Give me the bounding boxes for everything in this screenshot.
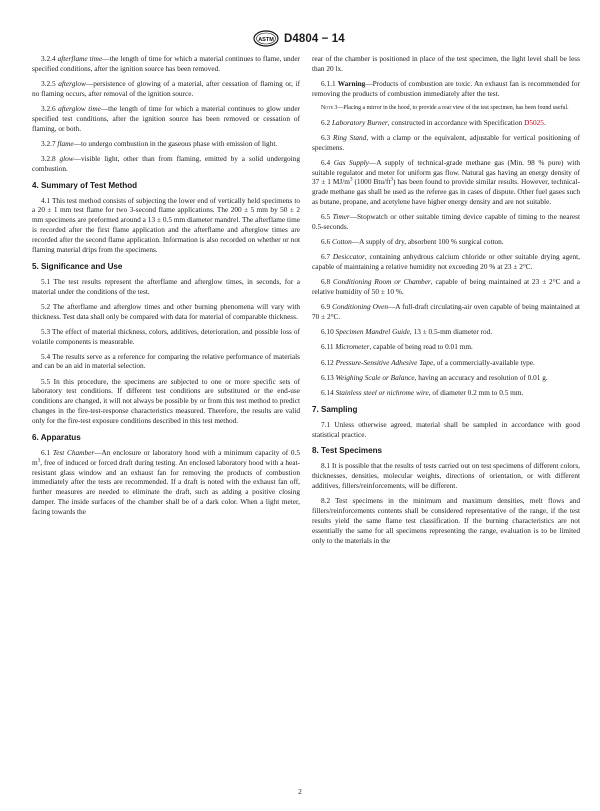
paragraph-6-1-1: 6.1.1 Warning—Products of combustion are toxic. An exhaust fan is recommended for removing the products of combustion immediately after the test. [312,78,580,98]
section-heading-6: 6. Apparatus [32,432,81,442]
section-heading-8: 8. Test Specimens [312,446,383,456]
paragraph-3-2-6: 3.2.6 afterglow time—the length of time for which a material continues to glow under specified test conditions, after the ignition source has been removed or cessation of flaming, or both. [32,103,300,133]
paragraph-5-4: 5.4 The results serve as a reference for comparing the relative performance of materials and can be an aid in material selection. [32,351,300,371]
paragraph-3-2-8: 3.2.8 glow—visible light, other than from flaming, emitted by a solid undergoing combustion. [32,153,300,173]
paragraph-8-2: 8.2 Test specimens in the minimum and maximum densities, melt flows and fillers/reinforcements contents shall be considered representative of the range, if the test results yield the same flame test classification. If the burning characteristics are not essentially the same for all specimens representing the range, evaluation is to be limited only to the materials in the [312,496,580,545]
paragraph-5-3: 5.3 The effect of material thickness, colors, additives, deterioration, and possible loss of volatile components is measurable. [32,326,300,346]
note-3: Note 3—Placing a mirror in the hood, to provide a rear view of the test specimen, has been found useful. [321,104,569,111]
paragraph-6-14: 6.14 Stainless steel or nichrome wire, of diameter 0.2 mm to 0.5 mm. [321,387,524,397]
paragraph-6-13: 6.13 Weighing Scale or Balance, having an accuracy and resolution of 0.01 g. [321,372,548,382]
section-heading-5: 5. Significance and Use [32,261,123,271]
paragraph-6-4: 6.4 Gas Supply—A supply of technical-grade methane gas (Min. 98 % pure) with suitable regulator and meter for uniform gas flow. Natural gas having an energy density of 37 ± 1 $MJ/m^3$ (1000 Btu/$ft^3$) has been found to provide similar results. However, technical-grade methane gas shall be used as the referee gas in cases of dispute. Other fuel gases such as butane, propane, and acetylene have higher energy density and are not suitable. [312,157,580,207]
astm-logo-icon [253,30,279,47]
paragraph-4-1: 4.1 This test method consists of subjecting the lower end of vertically held specimens to a 20 ± 1 mm test flame for two 3-second flame applications. The 200 ± 5 mm by 50 ± 2 mm specimens are preformed around a 13 ± 0.5 mm diameter mandrel. The afterflame time is recorded after the first flame application and the afterflame and afterglow times are recorded after the second flame application. Information is also recorded on whether or not flaming material drips from the specimens. [32,195,300,254]
paragraph-6-1-continued: rear of the chamber is positioned in place of the test specimen, the light level shall be less than 20 lx. [312,54,580,73]
svg-text:ASTM: ASTM [258,36,274,43]
paragraph-6-5: 6.5 Timer—Stopwatch or other suitable timing device capable of timing to the nearest 0.5-seconds. [312,212,581,232]
document-designation: D4804 − 14 [284,32,345,45]
paragraph-6-10: 6.10 Specimen Mandrel Guide, 13 ± 0.5-mm diameter rod. [321,327,493,337]
section-heading-4: 4. Summary of Test Method [32,180,138,190]
right-column [312,54,580,551]
page-header [253,30,345,47]
paragraph-6-8: 6.8 Conditioning Room or Chamber, capable of being maintained at 23 ± 2°C and a relative humidity of 50 ± 10 %. [312,277,580,297]
paragraph-6-2: 6.2 Laboratory Burner, constructed in accordance with Specification D5025. [321,117,546,127]
section-heading-7: 7. Sampling [312,404,358,414]
paragraph-3-2-7: 3.2.7 flame—to undergo combustion in the gaseous phase with emission of light. [41,138,278,148]
paragraph-6-1: 6.1 Test Chamber—An enclosure or laboratory hood with a minimum capacity of 0.5 $m^3$, free of induced or forced draft during testing. An enclosed laboratory hood with a heat-resistant glass window and an exhaust fan for removing the products of combustion immediately after the tests are recommended. If a draft is noted with the exhaust fan off, further measures are needed to eliminate the draft, such as adding a positive closing damper. The inside surfaces of the chamber shall be of a dark color. When a light meter, facing towards the [32,447,301,516]
paragraph-3-2-5: 3.2.5 afterglow—persistence of glowing of a material, after cessation of flaming or, if no flaming occurs, after removal of the ignition source. [32,78,300,98]
paragraph-6-6: 6.6 Cotton—A supply of dry, absorbent 100 % surgical cotton. [321,237,504,247]
paragraph-7-1: 7.1 Unless otherwise agreed, material shall be sampled in accordance with good statistical practice. [312,419,580,439]
paragraph-6-3: 6.3 Ring Stand, with a clamp or the equivalent, adjustable for vertical positioning of specimens. [312,132,580,152]
paragraph-6-9: 6.9 Conditioning Oven—A full-draft circulating-air oven capable of being maintained at 70 ± 2°C. [312,302,580,322]
paragraph-6-7: 6.7 Desiccator, containing anhydrous calcium chloride or other suitable drying agent, capable of maintaining a relative humidity not exceeding 20 % at 23 ± 2°C. [312,252,581,272]
paragraph-5-2: 5.2 The afterflame and afterglow times and other burning phenomena will vary with thickness. Test data shall only be compared with data for material of comparable thickness. [32,301,300,321]
paragraph-5-1: 5.1 The test results represent the afterflame and afterglow times, in seconds, for a material under the conditions of the test. [32,276,300,296]
specification-d5025-link[interactable]: D5025 [524,117,544,127]
paragraph-3-2-4: 3.2.4 afterflame time—the length of time for which a material continues to flame, under specified conditions, after the ignition source has been removed. [32,54,300,73]
paragraph-6-11: 6.11 Micrometer, capable of being read to 0.01 mm. [321,342,473,352]
page-number: 2 [298,787,302,796]
paragraph-6-12: 6.12 Pressure-Sensitive Adhesive Tape, of a commercially-available type. [321,357,535,367]
paragraph-5-5: 5.5 In this procedure, the specimens are subjected to one or more specific sets of laboratory test conditions. If different test conditions are substituted or the end-use conditions are changed, it will not always be possible by or from this test method to predict changes in the fire-test-response characteristics measured. Therefore, the results are valid only for the fire-test exposure conditions described in this test method. [32,376,300,425]
left-column [32,54,300,522]
paragraph-8-1: 8.1 It is possible that the results of tests carried out on test specimens of different colors, thicknesses, densities, molecular weights, directions of orientation, or with different additives, fillers/reinforcements, will be different. [312,461,580,491]
